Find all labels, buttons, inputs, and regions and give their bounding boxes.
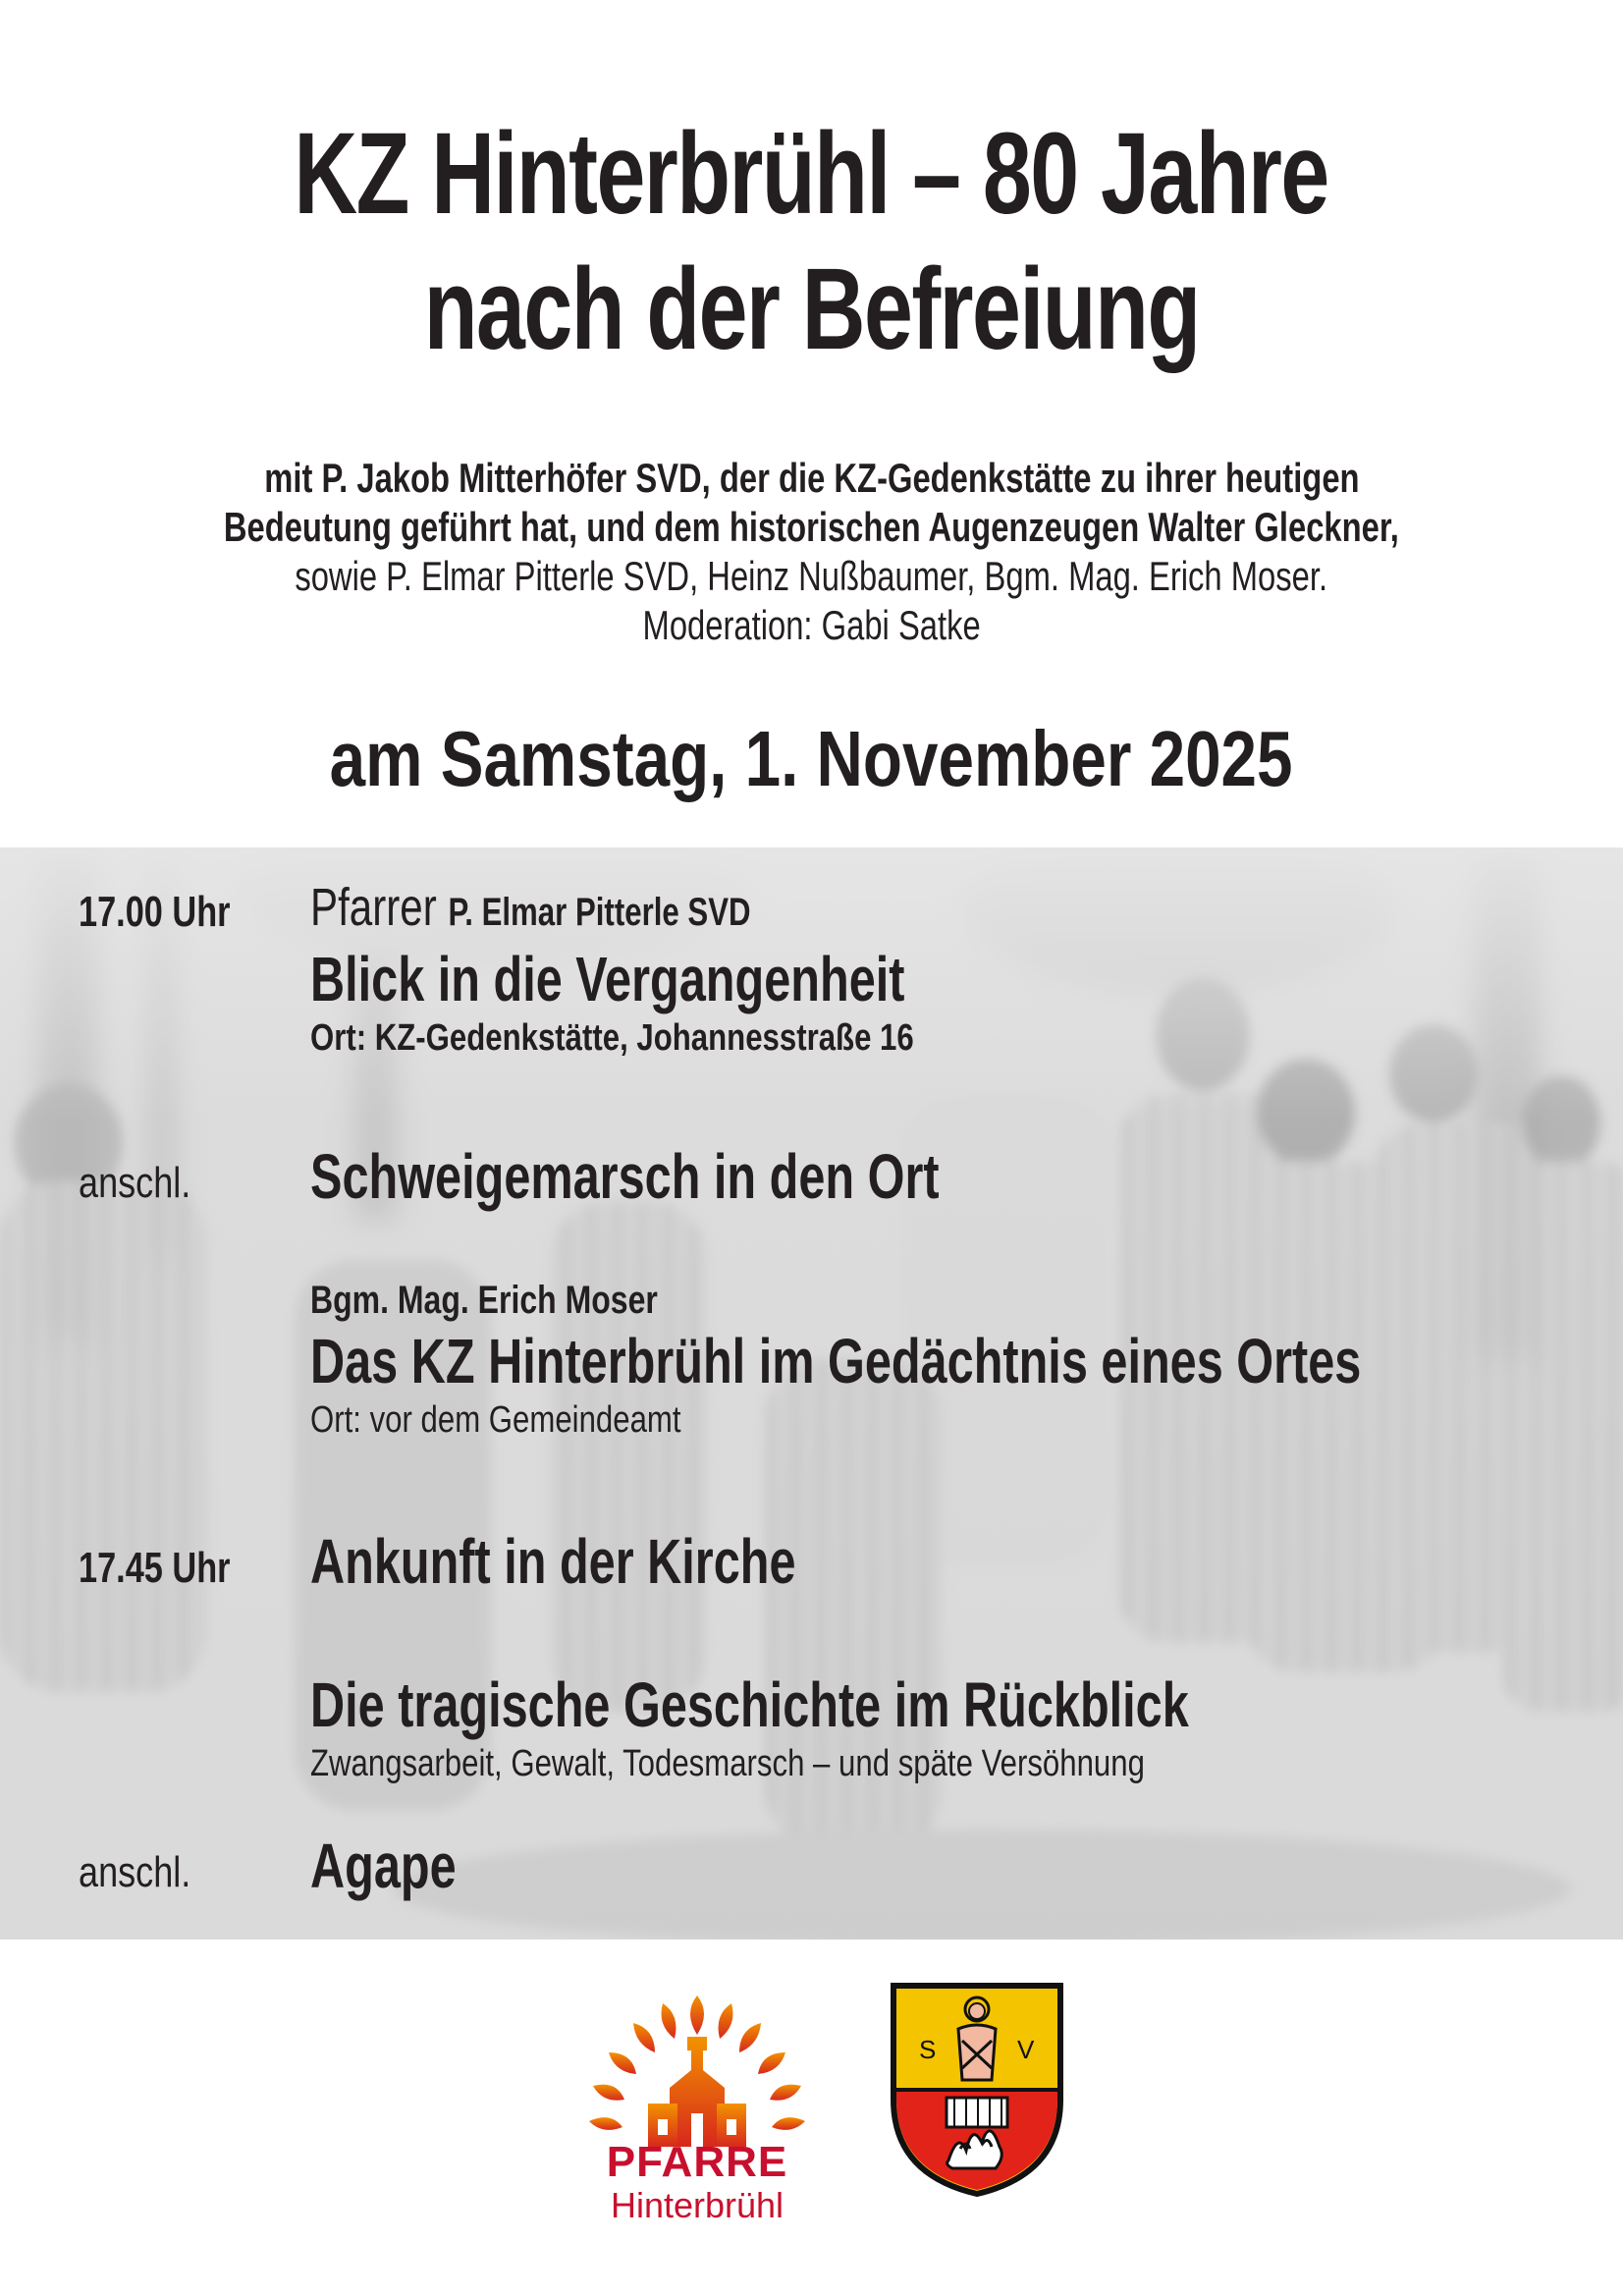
historic-photo-band [0, 847, 1623, 1940]
subtitle-line-3: sowie P. Elmar Pitterle SVD, Heinz Nußbaumer, Bgm. Mag. Erich Moser. [295, 553, 1328, 599]
schedule-place: Ort: KZ-Gedenkstätte, Johannesstraße 16 [310, 1017, 914, 1059]
schedule-title: Agape [310, 1831, 457, 1901]
schedule-title: Blick in die Vergangenheit [310, 944, 905, 1014]
speaker-role: Pfarrer [310, 878, 437, 937]
poster-title [0, 106, 1623, 377]
title-line-2: nach der Befreiung [423, 245, 1200, 374]
subtitle-line-2: Bedeutung geführt hat, und dem historischen Augenzeugen Walter Gleckner, [223, 504, 1400, 550]
pfarre-wordmark: PFARRE [606, 2138, 788, 2186]
schedule-time: anschl. [79, 1159, 191, 1207]
schedule-content [310, 1140, 1138, 1213]
title-line-1: KZ Hinterbrühl – 80 Jahre [294, 109, 1329, 239]
program-schedule [0, 847, 1623, 1940]
schedule-title: Die tragische Geschichte im Rückblick [310, 1669, 1189, 1740]
schedule-content [310, 877, 1093, 1061]
schedule-content [310, 1276, 1623, 1443]
speaker-name: P. Elmar Pitterle SVD [448, 891, 751, 934]
schedule-title: Ankunft in der Kirche [310, 1526, 796, 1597]
moderation-line: Moderation: Gabi Satke [642, 602, 981, 648]
participants-text [0, 454, 1623, 650]
pfarre-place-name: Hinterbrühl [610, 2185, 784, 2225]
schedule-title: Schweigemarsch in den Ort [310, 1141, 940, 1212]
speaker-line [310, 877, 920, 943]
speaker-name: Bgm. Mag. Erich Moser [310, 1279, 658, 1322]
event-date-text: am Samstag, 1. November 2025 [330, 715, 1293, 802]
schedule-content [310, 1668, 1466, 1786]
schedule-place: Ort: vor dem Gemeindeamt [310, 1399, 681, 1441]
crest-letter-s: S [919, 2035, 937, 2064]
crest-letter-v: V [1017, 2035, 1035, 2064]
municipal-coat-of-arms-icon [890, 1982, 1064, 2198]
schedule-time: 17.00 Uhr [79, 888, 231, 936]
schedule-time: anschl. [79, 1848, 191, 1896]
schedule-title: Das KZ Hinterbrühl im Gedächtnis eines Ortes [310, 1326, 1362, 1396]
schedule-time: 17.45 Uhr [79, 1544, 231, 1592]
schedule-content [310, 1830, 503, 1902]
subtitle-line-1: mit P. Jakob Mitterhöfer SVD, der die KZ-Gedenkstätte zu ihrer heutigen [263, 455, 1360, 501]
event-date [0, 715, 1623, 803]
schedule-content [310, 1525, 949, 1598]
schedule-place: Zwangsarbeit, Gewalt, Todesmarsch – und späte Versöhnung [310, 1743, 1145, 1784]
